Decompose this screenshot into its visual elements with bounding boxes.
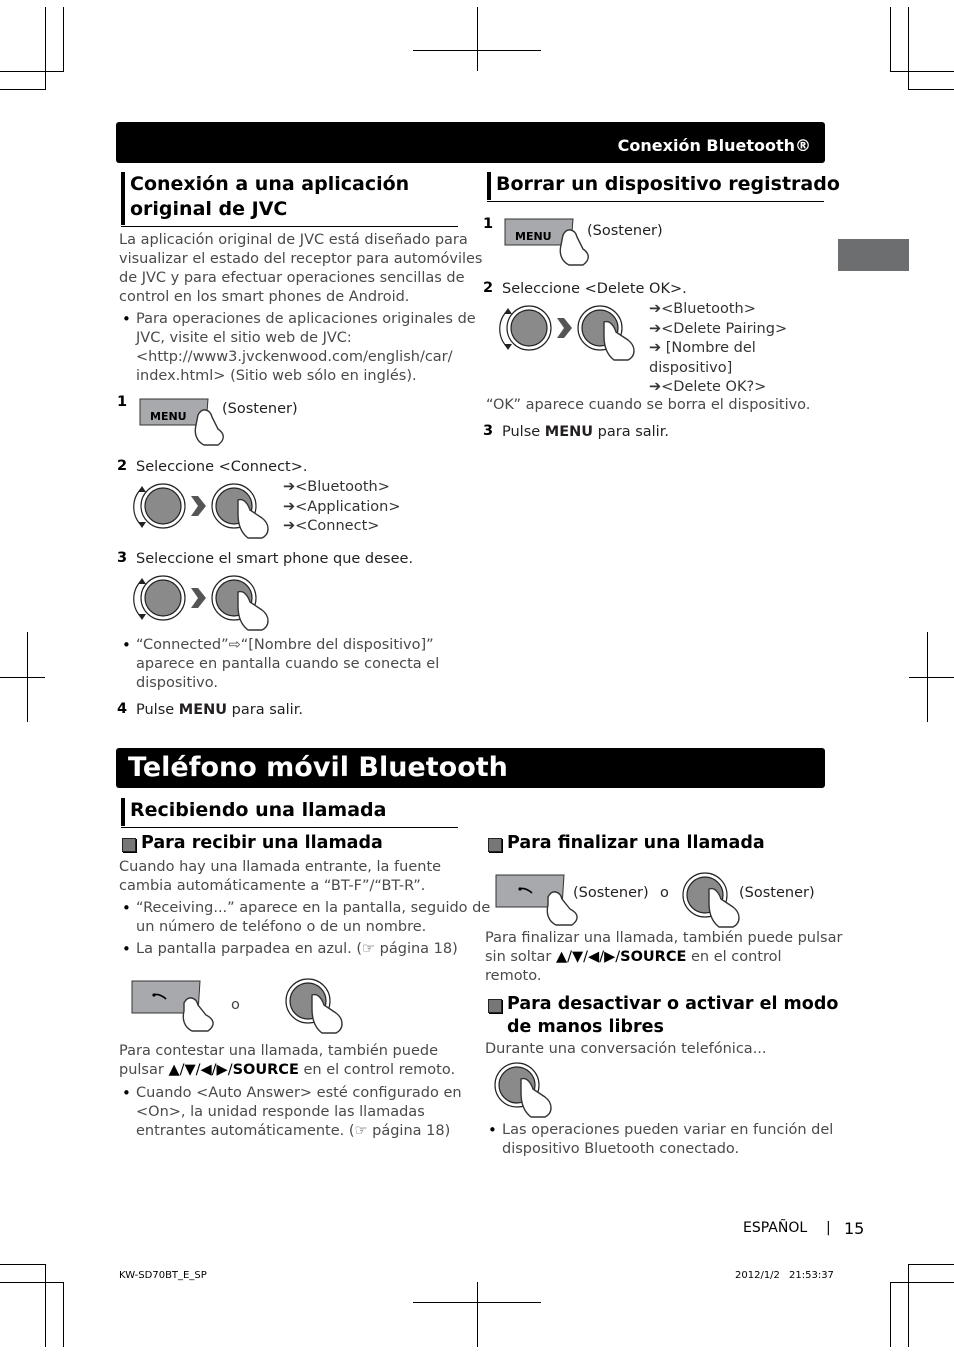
language-tab <box>838 239 909 271</box>
bullet-dot: • <box>122 310 131 328</box>
turn-and-press-knob-icon <box>502 300 642 360</box>
handsfree-during: Durante una conversación telefónica... <box>485 1041 767 1057</box>
handsfree-subheading: Para desactivar o activar el modo de manos libres <box>507 994 839 1037</box>
receive-subheading: Para recibir una llamada <box>141 833 383 853</box>
crop-mark <box>0 1264 46 1265</box>
step-number: 2 <box>117 458 128 474</box>
end-text: Para finalizar una llamada, también puede pulsar sin soltar ▲/▼/◀/▶/SOURCE en el control remoto. <box>485 930 843 984</box>
step-number: 1 <box>117 394 128 410</box>
subheading-square <box>488 838 502 852</box>
left-intro: La aplicación original de JVC está diseñado para visualizar el estado del receptor para automóviles de JVC y para efectuar operaciones sencillas de control en los smart phones de Android. <box>119 232 483 305</box>
crop-mark <box>477 1282 478 1347</box>
menu-path: ➔<Bluetooth> ➔<Application> ➔<Connect> <box>283 479 401 534</box>
step-hold-label: (Sostener) <box>222 401 298 417</box>
receive-bullet-2: La pantalla parpadea en azul. (☞ página 18) <box>136 941 458 957</box>
step-hold-label: (Sostener) <box>739 885 815 901</box>
subheading-square <box>122 838 136 852</box>
crop-mark <box>908 1264 909 1347</box>
step-text: Seleccione <Connect>. <box>136 459 308 475</box>
crop-mark <box>45 1264 46 1347</box>
step-number: 2 <box>483 280 494 296</box>
menu-path: ➔<Bluetooth> ➔<Delete Pairing> ➔ [Nombre del dispositivo] ➔<Delete OK?> <box>649 301 788 395</box>
main-section-banner <box>116 748 825 788</box>
phone-button-press-icon <box>130 979 220 1029</box>
crop-mark <box>0 71 64 72</box>
bullet-dot: • <box>122 940 131 958</box>
crop-mark <box>908 1264 954 1265</box>
footer-language: ESPAÑOL <box>743 1220 808 1236</box>
banner-title: Teléfono móvil Bluetooth <box>128 752 508 783</box>
page-number: 15 <box>844 1219 865 1238</box>
answer-text: Para contestar una llamada, también puede pulsar ▲/▼/◀/▶/SOURCE en el control remoto. <box>119 1043 456 1078</box>
crop-mark <box>27 632 28 722</box>
end-subheading: Para finalizar una llamada <box>507 833 765 853</box>
bullet-dot: • <box>122 636 131 654</box>
heading-bar <box>487 172 491 200</box>
crop-mark <box>908 7 909 90</box>
crop-mark <box>63 7 64 72</box>
crop-mark <box>63 1282 64 1347</box>
bullet-dot: • <box>122 1084 131 1102</box>
crop-mark <box>890 1282 954 1283</box>
crop-mark <box>45 7 46 90</box>
heading-rule <box>121 226 458 227</box>
crop-mark <box>908 89 954 90</box>
step-text: Pulse MENU para salir. <box>502 424 669 440</box>
step-number: 4 <box>117 701 128 717</box>
step-number: 1 <box>483 216 494 232</box>
footer-time: 21:53:37 <box>789 1270 834 1281</box>
crop-mark <box>909 677 954 678</box>
subheading-square <box>488 999 502 1013</box>
receive-bullet-1: “Receiving...” aparece en la pantalla, seguido de un número de teléfono o de un nombre. <box>136 900 491 935</box>
section-header-title: Conexión Bluetooth® <box>617 136 811 155</box>
turn-and-press-knob-icon <box>136 478 276 538</box>
or-label: o <box>231 997 240 1013</box>
menu-button-press-icon <box>138 395 228 445</box>
footer-separator: | <box>826 1220 831 1236</box>
receive-heading: Recibiendo una llamada <box>130 799 387 821</box>
bullet-dot: • <box>488 1121 497 1139</box>
turn-and-press-knob-icon <box>136 570 276 630</box>
crop-mark <box>477 7 478 71</box>
end-button-press-icon <box>494 873 584 923</box>
step-text: Seleccione <Delete OK>. <box>502 281 687 297</box>
menu-button-press-icon <box>503 215 593 265</box>
handsfree-bullet: Las operaciones pueden variar en función del dispositivo Bluetooth conectado. <box>502 1122 834 1157</box>
crop-mark <box>0 89 46 90</box>
menu-label: MENU <box>515 230 552 243</box>
knob-press-icon <box>283 977 353 1037</box>
crop-mark <box>890 71 954 72</box>
step-hold-label: (Sostener) <box>573 885 649 901</box>
crop-mark <box>890 1282 891 1347</box>
crop-mark <box>0 677 45 678</box>
menu-label: MENU <box>150 410 187 423</box>
delete-ok-note: “OK” aparece cuando se borra el dispositivo. <box>486 397 811 413</box>
heading-rule <box>487 201 824 202</box>
crop-mark <box>0 1282 64 1283</box>
receive-bullet-3: Cuando <Auto Answer> esté configurado en <On>, la unidad responde las llamadas entrantes automáticamente. (☞ página 18) <box>136 1085 462 1139</box>
crop-mark <box>927 632 928 722</box>
left-bullet-jvc: Para operaciones de aplicaciones originales de JVC, visite el sitio web de JVC: <http://www3.jvckenwood.com/english/car/ index.html> (Sitio web sólo en inglés). <box>136 311 476 384</box>
step-hold-label: (Sostener) <box>587 223 663 239</box>
right-heading: Borrar un dispositivo registrado <box>496 173 840 195</box>
step-text: Pulse MENU para salir. <box>136 702 303 718</box>
section-header-bar <box>116 122 825 163</box>
knob-press-icon <box>492 1061 562 1121</box>
bullet-dot: • <box>122 899 131 917</box>
step-number: 3 <box>483 423 494 439</box>
crop-mark <box>890 7 891 72</box>
receive-intro: Cuando hay una llamada entrante, la fuente cambia automáticamente a “BT-F”/“BT-R”. <box>119 859 442 894</box>
heading-bar <box>121 172 125 225</box>
step-text: Seleccione el smart phone que desee. <box>136 551 414 567</box>
step-number: 3 <box>117 550 128 566</box>
left-bullet-connected: “Connected”⇨“[Nombre del dispositivo]” aparece en pantalla cuando se conecta el dispositivo. <box>136 637 440 691</box>
heading-rule <box>121 827 458 828</box>
or-label: o <box>660 885 669 901</box>
footer-model: KW-SD70BT_E_SP <box>119 1270 207 1281</box>
footer-date: 2012/1/2 <box>735 1270 780 1281</box>
heading-bar <box>121 798 125 826</box>
left-heading: Conexión a una aplicación original de JVC <box>130 173 410 220</box>
